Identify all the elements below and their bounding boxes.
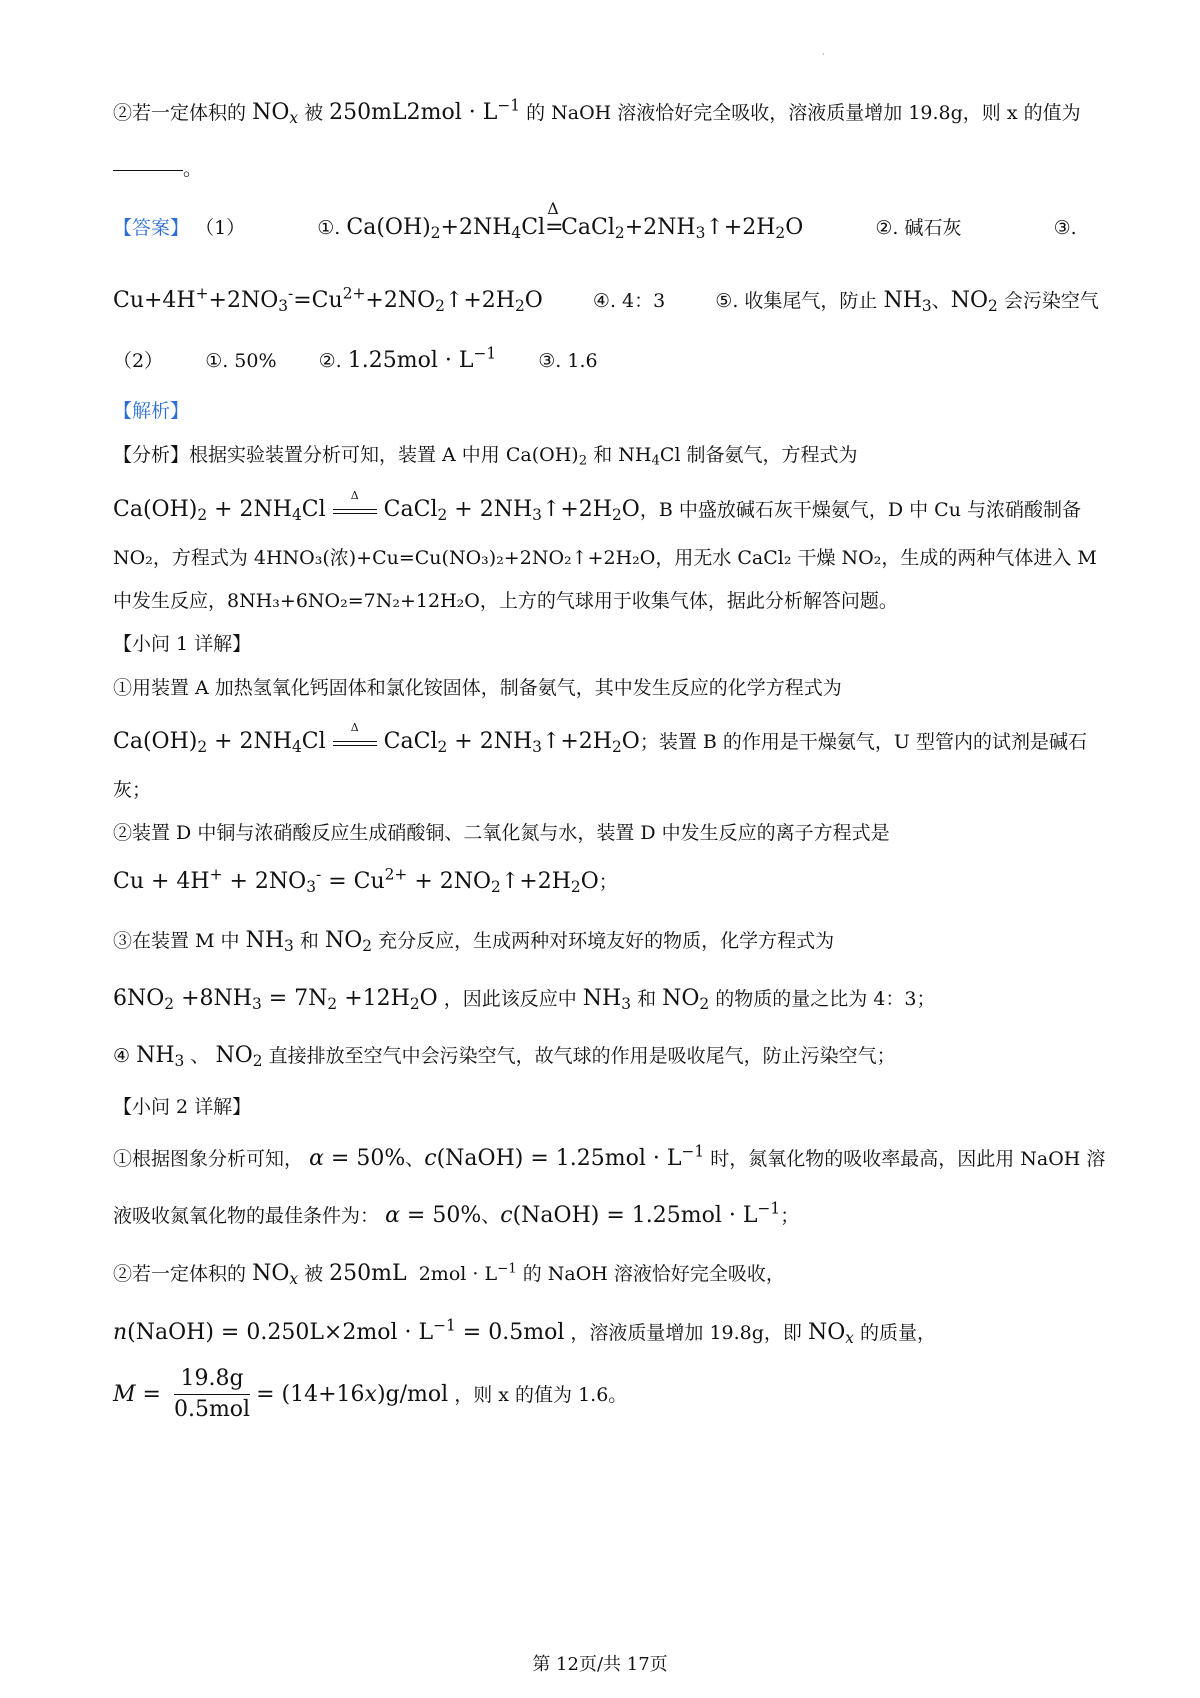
question-2-blank: 。 bbox=[113, 158, 1100, 181]
analysis-line-3: NO₂，方程式为 4HNO₃(浓)+Cu=Cu(NO₃)₂+2NO₂↑+2H₂O，用无水 CaCl₂ 干燥 NO₂，生成的两种气体进入 M bbox=[113, 547, 1097, 569]
answer-line-3: （2） ①. 50% ②. $1.25mol \cdot L^{-1}$ ③. 1.6 bbox=[113, 344, 598, 373]
analysis-line-2: $Ca(OH)_2 + 2NH_4Cl$ Δ CaCl$_2$ + $2NH_3↑+2H_2O$，B 中盛放碱石灰干燥氨气，D 中 Cu 与浓硝酸制备 bbox=[113, 489, 1081, 524]
answer-line-2: $Cu+4H^++2NO_3^-=Cu^{2+}+2NO_2↑+2H_2O$ ④. 4：3 ⑤. 收集尾气，防止 $NH_3$、$NO_2$ 会污染空气 bbox=[113, 284, 1099, 315]
question-2-text: ②若一定体积的 $NO_x$ 被 $250mL2mol \cdot L^{-1}$ 的 NaOH 溶液恰好完全吸收，溶液质量增加 19.8g，则 x 的值为 bbox=[113, 96, 1081, 127]
sub2-line-a: ①根据图象分析可知， α = 50%、c(NaOH) = $1.25mol \cdot L^{-1}$ 时，氮氧化物的吸收率最高，因此用 NaOH 溶 bbox=[113, 1142, 1106, 1171]
jiexi-label: 【解析】 bbox=[113, 400, 190, 422]
answer-line-1: 【答案】 （1） ①. $Ca(OH)_2+2NH_4Cl$ Δ $=CaCl_2+2NH_3↑+2H_2O$ ②. 碱石灰 ③. bbox=[113, 199, 1077, 242]
analysis-line-4: 中发生反应，8NH₃+6NO₂=7N₂+12H₂O，上方的气球用于收集气体，据此分析解答问题。 bbox=[113, 590, 898, 612]
sub2-line-d: n(NaOH) = $0.250L\times 2mol \cdot L^{-1} = 0.5mol$ ，溶液质量增加 19.8g，即 $NO_x$ 的质量， bbox=[113, 1316, 937, 1347]
sub1-line-f: ③在装置 M 中 $NH_3$ 和 $NO_2$ 充分反应，生成两种对环境友好的物质，化学方程式为 bbox=[113, 928, 835, 955]
answer-label: 【答案】 bbox=[113, 217, 190, 239]
page-footer: 第 12页/共 17页 bbox=[532, 1654, 668, 1675]
sub2-line-e: M = $\frac{19.8g}{\text{0.5mol}}$ = (14+16x)g/mol ，则 x 的值为 1.6。 bbox=[113, 1366, 628, 1423]
sub1-line-b: $Ca(OH)_2 + 2NH_4Cl$ Δ CaCl$_2$ + $2NH_3↑+2H_2O$；装置 B 的作用是干燥氨气，U 型管内的试剂是碱石 bbox=[113, 721, 1087, 756]
sub1-line-e: $Cu + 4H^+ + 2NO_3^- = Cu^{2+}$ + $2NO_2↑+2H_2O$； bbox=[113, 865, 618, 896]
stray-dot: · bbox=[822, 50, 825, 59]
sub1-line-c: 灰； bbox=[113, 779, 152, 801]
answer-blank bbox=[113, 170, 183, 171]
sub2-label: 【小问 2 详解】 bbox=[113, 1096, 252, 1118]
sub1-line-h: ④ $NH_3$ 、 $NO_2$ 直接排放至空气中会污染空气，故气球的作用是吸收尾气，防止污染空气； bbox=[113, 1043, 896, 1070]
sub2-line-c: ②若一定体积的 $NO_x$ 被 250mL $2mol \cdot L^{-1}$ 的 NaOH 溶液恰好完全吸收， bbox=[113, 1261, 785, 1288]
sub1-line-d: ②装置 D 中铜与浓硝酸反应生成硝酸铜、二氧化氮与水，装置 D 中发生反应的离子方程式是 bbox=[113, 822, 890, 844]
sub1-label: 【小问 1 详解】 bbox=[113, 633, 252, 655]
analysis-line-1: 【分析】根据实验装置分析可知，装置 A 中用 $Ca(OH)_2$ 和 $NH_4Cl$ 制备氨气，方程式为 bbox=[113, 444, 858, 469]
sub2-line-b: 液吸收氮氧化物的最佳条件为： α = 50%、c(NaOH) = $1.25mol \cdot L^{-1}$； bbox=[113, 1199, 800, 1228]
sub1-line-a: ①用装置 A 加热氢氧化钙固体和氯化铵固体，制备氨气，其中发生反应的化学方程式为 bbox=[113, 677, 842, 699]
sub1-line-g: $6NO_2 +8NH_3 = 7N_2 +12H_2O$ ，因此该反应中 $NH_3$ 和 $NO_2$ 的物质的量之比为 4：3； bbox=[113, 986, 936, 1013]
